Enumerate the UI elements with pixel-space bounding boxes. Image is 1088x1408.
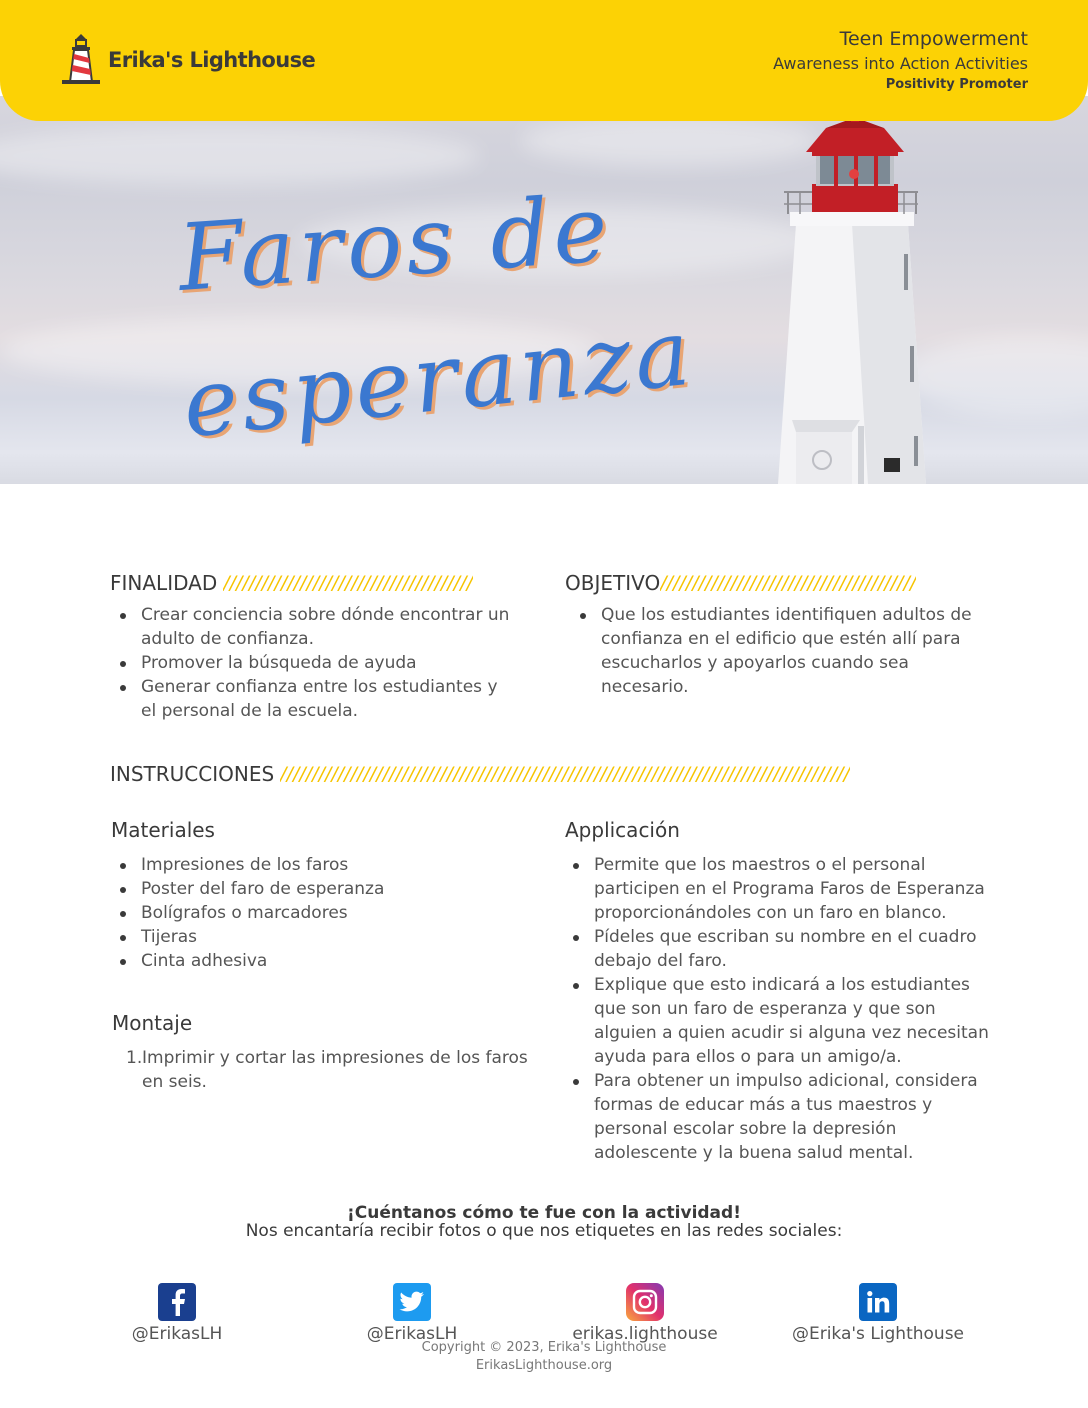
social-linkedin[interactable] (778, 1283, 978, 1344)
facebook-handle[interactable]: @ErikasLH (131, 1324, 223, 1344)
list-number: 1. (126, 1048, 143, 1068)
header-titles (773, 28, 1028, 92)
objetivo-list (570, 603, 990, 699)
website-link[interactable]: ErikasLighthouse.org (475, 1358, 613, 1373)
list-item: Explique que esto indicará a los estudiantes que son un faro de esperanza y que son alguien a quien acudir si alguna vez necesitan ayuda para ellos o para un amigo/a. (563, 973, 993, 1069)
social-instagram[interactable] (545, 1283, 745, 1344)
materiales-list (110, 853, 530, 973)
materiales-heading: Materiales (111, 818, 215, 842)
montaje-heading: Montaje (112, 1011, 193, 1035)
montaje-list (112, 1046, 537, 1094)
list-item: Que los estudiantes identifiquen adultos de confianza en el edificio que estén allí para escucharlos y apoyarlos cuando sea necesario. (570, 603, 990, 699)
linkedin-icon[interactable] (859, 1283, 897, 1321)
list-item (112, 1046, 537, 1094)
objetivo-heading-text: OBJETIVO (565, 571, 661, 595)
finalidad-list (110, 603, 510, 723)
heading-divider-slashes: //////////////////////////////////////// (660, 572, 917, 594)
lighthouse-illustration (0, 96, 1088, 484)
logo-text: Erika's Lighthouse (108, 48, 316, 72)
cta-title: ¡Cuéntanos cómo te fue con la actividad! (347, 1203, 741, 1223)
list-item: Generar confianza entre los estudiantes y el personal de la escuela. (110, 675, 510, 723)
cta-text: Nos encantaría recibir fotos o que nos etiquetes en las redes sociales: (245, 1221, 843, 1241)
instagram-icon[interactable] (626, 1283, 664, 1321)
linkedin-handle[interactable]: @Erika's Lighthouse (791, 1324, 965, 1344)
list-item: Pídeles que escriban su nombre en el cuadro debajo del faro. (563, 925, 993, 973)
list-item: Tijeras (110, 925, 530, 949)
list-item: Permite que los maestros o el personal participen en el Programa Faros de Esperanza proporcionándoles con un faro en blanco. (563, 853, 993, 925)
facebook-icon[interactable] (158, 1283, 196, 1321)
objetivo-heading (565, 571, 916, 595)
title-line-2: esperanza (177, 298, 699, 459)
finalidad-heading (110, 571, 473, 595)
finalidad-heading-text: FINALIDAD (110, 571, 218, 595)
social-twitter[interactable] (312, 1283, 512, 1344)
category-title: Positivity Promoter (885, 77, 1028, 92)
social-facebook[interactable] (77, 1283, 277, 1344)
list-item: Impresiones de los faros (110, 853, 530, 877)
list-item-text: Imprimir y cortar las impresiones de los faros en seis. (142, 1048, 528, 1092)
heading-divider-slashes: ///////////////////////////////////////////////////////////////////////////////////////// (280, 763, 850, 785)
list-item: Bolígrafos o marcadores (110, 901, 530, 925)
title-line-1: Faros de (174, 175, 615, 312)
heading-divider-slashes: /////////////////////////////////////// (223, 572, 473, 594)
twitter-handle[interactable]: @ErikasLH (366, 1324, 458, 1344)
lighthouse-logo-icon (62, 34, 100, 86)
program-title: Teen Empowerment (839, 28, 1028, 50)
instagram-handle[interactable]: erikas.lighthouse (572, 1324, 718, 1344)
copyright-text: Copyright © 2023, Erika's Lighthouse (421, 1340, 667, 1355)
aplicacion-list (563, 853, 993, 1165)
instrucciones-heading (110, 762, 850, 786)
aplicacion-heading: Applicación (565, 818, 680, 842)
header-band (0, 0, 1088, 121)
series-title: Awareness into Action Activities (773, 54, 1028, 73)
list-item: Promover la búsqueda de ayuda (110, 651, 510, 675)
list-item: Poster del faro de esperanza (110, 877, 530, 901)
list-item: Para obtener un impulso adicional, considera formas de educar más a tus maestros y personal escolar sobre la depresión adolescente y la buena salud mental. (563, 1069, 993, 1165)
hero-photo (0, 96, 1088, 484)
brand-logo[interactable] (62, 34, 315, 86)
instrucciones-heading-text: INSTRUCCIONES (110, 762, 275, 786)
list-item: Crear conciencia sobre dónde encontrar un adulto de confianza. (110, 603, 510, 651)
list-item: Cinta adhesiva (110, 949, 530, 973)
twitter-icon[interactable] (393, 1283, 431, 1321)
